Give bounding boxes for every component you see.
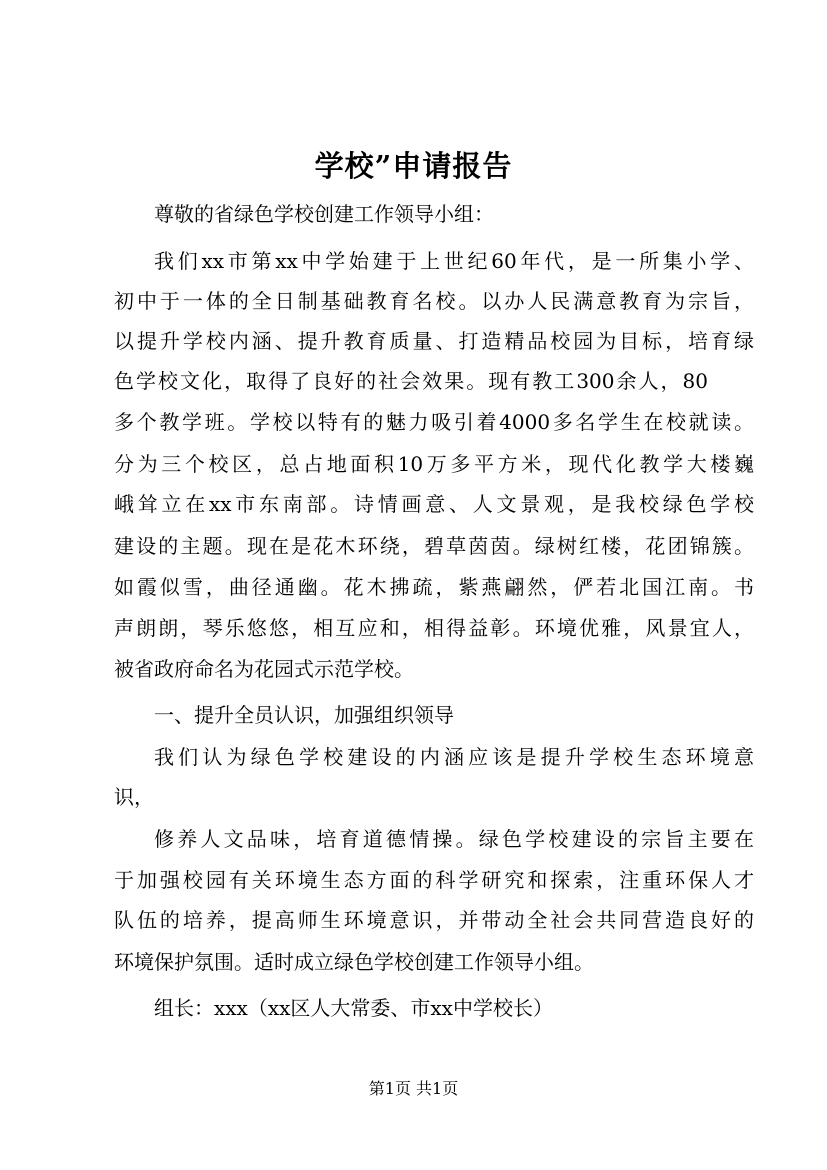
body-line: 环境保护氛围。适时成立绿色学校创建工作领导小组。 — [114, 950, 594, 974]
salutation-line: 尊敬的省绿色学校创建工作领导小组： — [154, 202, 494, 226]
body-line: 我们xx市第xx中学始建于上世纪60年代，是一所集小学、 — [154, 249, 754, 273]
body-line: 声朗朗，琴乐悠悠，相互应和，相得益彰。环境优雅，风景宜人， — [114, 616, 754, 640]
body-line: 队伍的培养，提高师生环境意识，并带动全社会共同营造良好的 — [114, 908, 754, 932]
body-line: 于加强校园有关环境生态方面的科学研究和探索，注重环保人才 — [114, 868, 754, 892]
group-leader-line: 组长：xxx（xx区人大常委、市xx中学校长） — [154, 996, 553, 1020]
body-line: 识， — [114, 785, 154, 809]
body-line: 多个教学班。学校以特有的魅力吸引着4000多名学生在校就读。 — [114, 410, 754, 434]
body-line: 以提升学校内涵、提升教育质量、打造精品校园为目标，培育绿 — [114, 329, 754, 353]
body-line: 修养人文品味，培育道德情操。绿色学校建设的宗旨主要在 — [154, 827, 754, 851]
body-line: 色学校文化，取得了良好的社会效果。现有教工300余人，80 — [114, 369, 708, 393]
body-line: 建设的主题。现在是花木环绕，碧草茵茵。绿树红楼，花团锦簇。 — [114, 534, 754, 558]
body-line: 初中于一体的全日制基础教育名校。以办人民满意教育为宗旨， — [114, 289, 754, 313]
document-title: 学校”申请报告 — [314, 149, 513, 183]
page-number: 第1页 共1页 — [368, 1079, 459, 1098]
body-line: 峨耸立在xx市东南部。诗情画意、人文景观，是我校绿色学校 — [114, 492, 754, 516]
body-line: 如霞似雪，曲径通幽。花木拂疏，紫燕翩然，俨若北国江南。书 — [114, 575, 754, 599]
body-line: 我们认为绿色学校建设的内涵应该是提升学校生态环境意 — [154, 745, 754, 769]
body-line: 分为三个校区，总占地面积10万多平方米，现代化教学大楼巍 — [114, 452, 754, 476]
body-line: 被省政府命名为花园式示范学校。 — [114, 657, 414, 681]
section-heading: 一、提升全员认识，加强组织领导 — [154, 703, 454, 727]
